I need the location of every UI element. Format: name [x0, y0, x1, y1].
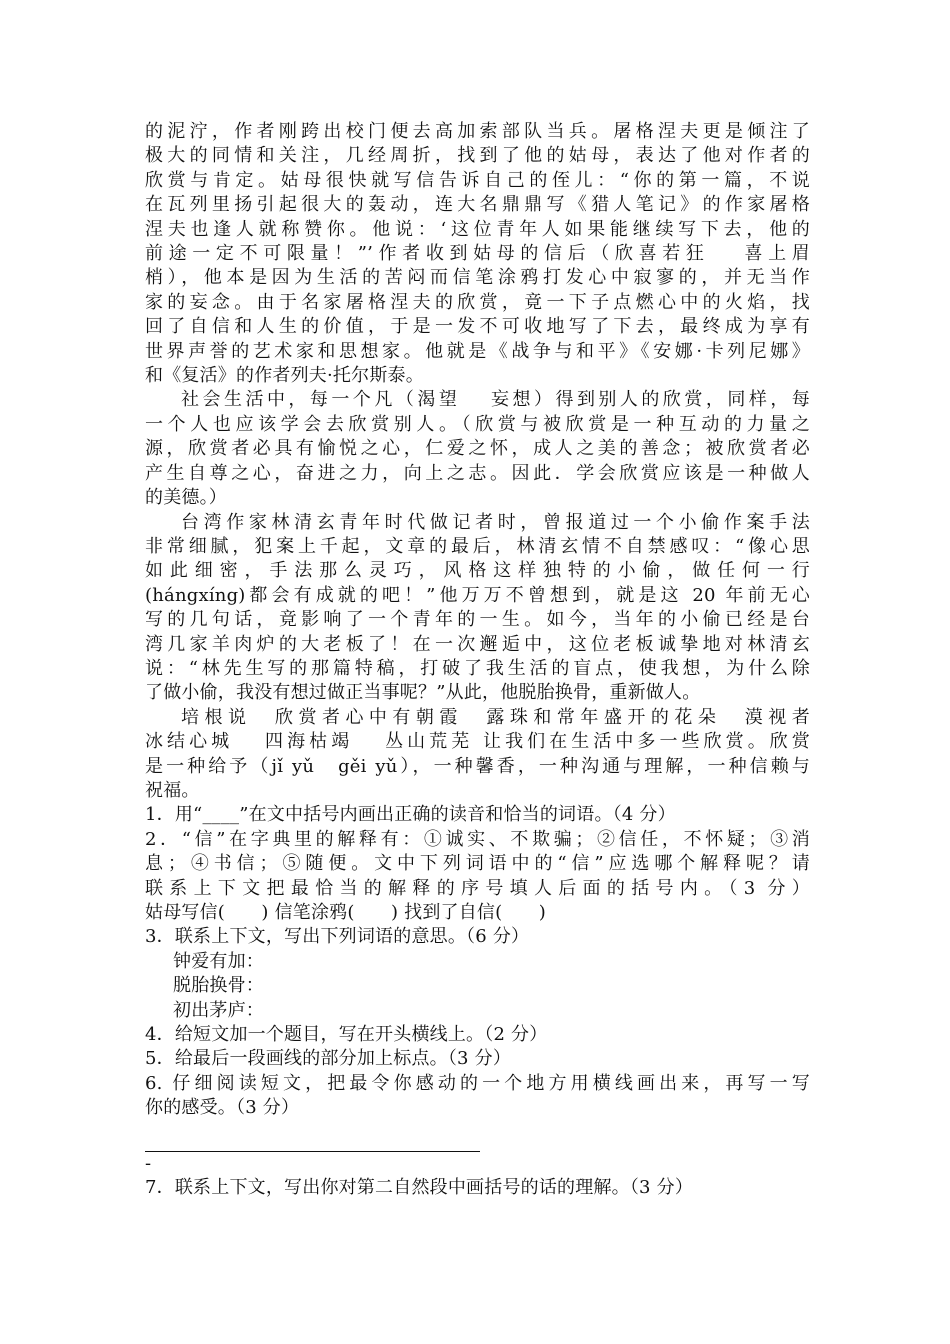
passage-line: 培根说 欣赏者心中有朝霞 露珠和常年盛开的花朵 漠视者 [181, 706, 810, 728]
question-line: 3．联系上下文，写出下列词语的意思。（6 分） [145, 926, 530, 948]
passage-line: 如此细密，手法那么灵巧，风格这样独特的小偷，做任何一行 [145, 560, 810, 582]
question-line: 息；④书信；⑤随便。文中下列词语中的“信”应选哪个解释呢？请 [145, 853, 810, 875]
passage-line: 回了自信和人生的价值，于是一发不可收地写了下去，最终成为享有 [145, 316, 810, 338]
passage-line: 前途一定不可限量！”’作者收到姑母的信后（欣喜若狂 喜上眉 [145, 243, 810, 265]
passage-line: 和《复活》的作者列夫·托尔斯泰。 [145, 365, 424, 387]
question-block [145, 1072, 810, 1121]
question-block [145, 828, 810, 926]
passage-paragraph [145, 388, 810, 510]
passage-paragraph [145, 511, 810, 706]
question-line: 联系上下文把最恰当的解释的序号填人后面的括号内。（3 分） [145, 877, 810, 899]
passage-paragraph [145, 120, 810, 388]
passage-line: 说：“林先生写的那篇特稿，打破了我生活的盲点，使我想，为什么除 [145, 657, 810, 679]
question-line: 5．给最后一段画线的部分加上标点。（3 分） [145, 1048, 512, 1070]
question-line: 2．“信”在字典里的解释有：①诚实、不欺骗；②信任，不怀疑；③消 [145, 828, 810, 850]
passage-line: 冰结心城 四海枯竭 丛山荒芜 让我们在生活中多一些欣赏。欣赏 [145, 731, 810, 753]
exam-page [145, 120, 810, 1200]
question-7: 7．联系上下文，写出你对第二自然段中画括号的话的理解。（3 分） [145, 1176, 694, 1198]
answer-space [145, 1121, 810, 1151]
passage-line: 极大的同情和关注，几经周折，找到了他的姑母，表达了他对作者的 [145, 145, 810, 167]
term-item: 脱胎换骨： [173, 975, 264, 997]
passage-line: 在瓦列里扬引起很大的轰动，连大名鼎鼎写《猎人笔记》的作家屠格 [145, 194, 810, 216]
passage-line: 湾几家羊肉炉的大老板了！在一次邂逅中，这位老板诚挚地对林清玄 [145, 633, 810, 655]
passage-line: 祝福。 [145, 779, 200, 801]
passage-line: 是一种给予（jǐ yǔ gěi yǔ），一种馨香，一种沟通与理解，一种信赖与 [145, 755, 810, 777]
passage-line: 涅夫也逢人就称赞你。他说：‘这位青年人如果能继续写下去，他的 [145, 218, 810, 240]
passage-paragraph [145, 706, 810, 804]
question-line: 4．给短文加一个题目，写在开头横线上。（2 分） [145, 1024, 548, 1046]
reading-passage [145, 120, 810, 803]
question-block [145, 925, 810, 949]
passage-line: 世界声誉的艺术家和思想家。他就是《战争与和平》《安娜·卡列尼娜》 [145, 340, 810, 362]
passage-line: 欣赏与肯定。姑母很快就写信告诉自己的侄儿：“你的第一篇，不说 [145, 169, 810, 191]
passage-line: 非常细腻，犯案上千起，文章的最后，林清玄情不自禁感叹：“像心思 [145, 535, 810, 557]
passage-line: 的泥泞，作者刚跨出校门便去高加索部队当兵。屠格涅夫更是倾注了 [145, 121, 810, 142]
passage-line: 写的几句话，竟影响了一个青年的一生。如今，当年的小偷已经是台 [145, 609, 810, 631]
question-list [145, 803, 810, 1120]
passage-line: 的美德。） [145, 487, 227, 509]
passage-line: 了做小偷，我没有想过做正当事呢？”从此，他脱胎换骨，重新做人。 [145, 682, 701, 704]
answer-dash: - [145, 1152, 152, 1174]
term-item: 钟爱有加： [173, 950, 264, 972]
question-block [145, 1023, 810, 1047]
term-item: 初出茅庐： [173, 999, 264, 1021]
passage-line: 一个人也应该学会去欣赏别人。（欣赏与被欣赏是一种互动的力量之 [145, 413, 810, 435]
passage-line: 社会生活中，每一个凡（渴望 妄想）得到别人的欣赏，同样，每 [181, 389, 810, 411]
passage-line: 源，欣赏者必具有愉悦之心，仁爱之怀，成人之美的善念；被欣赏者必 [145, 438, 810, 460]
passage-line: 家的妄念。由于名家屠格涅夫的欣赏，竟一下子点燃心中的火焰，找 [145, 291, 810, 313]
passage-line: (hángxíng)都会有成就的吧！”他万万不曾想到，就是这 20 年前无心 [145, 584, 810, 606]
question-line: 你的感受。（3 分） [145, 1097, 300, 1119]
question-line: 姑母写信( ) 信笔涂鸦( ) 找到了自信( ) [145, 902, 546, 923]
question-line: 6. 仔细阅读短文，把最令你感动的一个地方用横线画出来，再写一写 [145, 1072, 810, 1094]
passage-line: 台湾作家林清玄青年时代做记者时，曾报道过一个小偷作案手法 [181, 511, 810, 533]
question-block [145, 950, 810, 1023]
passage-line: 梢），他本是因为生活的苦闷而信笔涂鸦打发心中寂寥的，并无当作 [145, 267, 810, 289]
passage-line: 产生自尊之心，奋进之力，向上之志。因此．学会欣赏应该是一种做人 [145, 462, 810, 484]
question-block [145, 1047, 810, 1071]
question-block [145, 803, 810, 827]
question-line: 1．用“____”在文中括号内画出正确的读音和恰当的词语。（4 分） [145, 804, 676, 826]
